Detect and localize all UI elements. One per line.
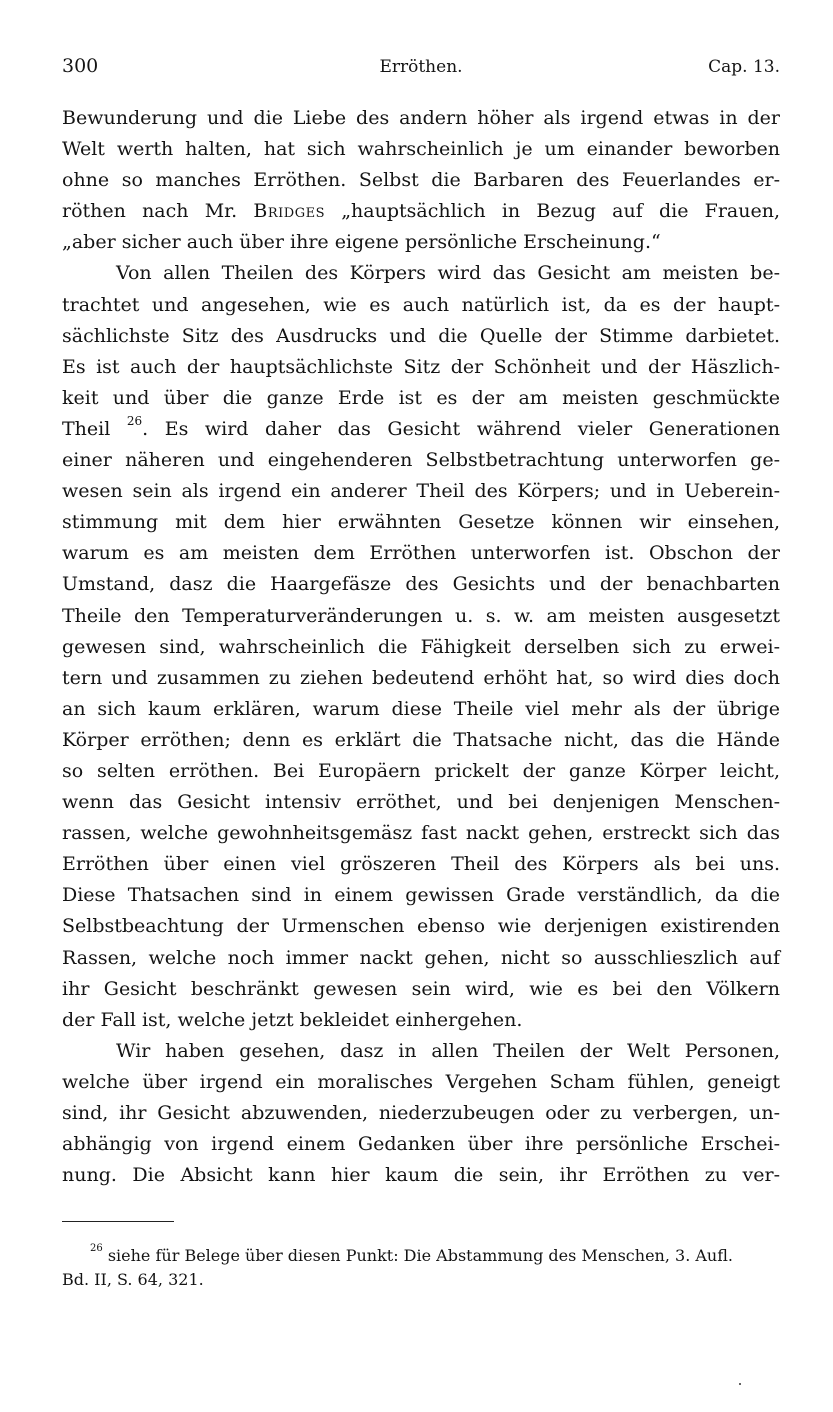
chapter-label: Cap. 13. bbox=[708, 57, 780, 77]
text-line: tern und zusammen zu ziehen bedeutend erhöht hat, so wird dies doch bbox=[62, 666, 780, 689]
text-line: trachtet und angesehen, wie es auch natürlich ist, da es der haupt- bbox=[62, 293, 780, 316]
text-fragment: . Es wird daher das Gesicht während vieler Generationen bbox=[142, 417, 780, 440]
text-line: sind, ihr Gesicht abzuwenden, niederzubeugen oder zu verbergen, un- bbox=[62, 1102, 780, 1124]
footnote-divider bbox=[62, 1221, 174, 1222]
footnote-reference: 26 bbox=[126, 413, 143, 428]
text-line: der Fall ist, welche jetzt bekleidet einhergehen. bbox=[62, 1008, 523, 1031]
footnote-line: Bd. II, S. 64, 321. bbox=[62, 1270, 204, 1289]
text-line: wesen sein als irgend ein anderer Theil des Körpers; und in Ueberein- bbox=[62, 480, 780, 503]
text-line: abhängig von irgend einem Gedanken über ihre persönliche Erschei- bbox=[62, 1133, 780, 1156]
text-line: rassen, welche gewohnheitsgemäsz fast nackt gehen, erstreckt sich das bbox=[62, 822, 780, 845]
text-line: Welt werth halten, hat sich wahrscheinlich je um einander beworben bbox=[62, 138, 780, 161]
author-name: Bridges bbox=[253, 200, 325, 223]
text-line-with-name bbox=[62, 196, 780, 227]
text-line: ihr Gesicht beschränkt gewesen sein wird, wie es bei den Völkern bbox=[62, 977, 780, 1000]
paragraph-2 bbox=[62, 258, 780, 1035]
text-line: keit und über die ganze Erde ist es der am meisten geschmückte bbox=[62, 386, 780, 409]
footnote-marker: 26 bbox=[90, 1242, 103, 1254]
text-line: wenn das Gesicht intensiv erröthet, und bei denjenigen Menschen- bbox=[62, 791, 780, 814]
text-fragment: Theil bbox=[62, 417, 127, 440]
text-line: Erröthen über einen viel gröszeren Theil des Körpers als bei uns. bbox=[62, 853, 780, 876]
text-line: Körper erröthen; denn es erklärt die Thatsache nicht, das die Hände bbox=[62, 728, 780, 751]
text-fragment: röthen nach Mr. bbox=[62, 200, 254, 223]
text-line: nung. Die Absicht kann hier kaum die sein, ihr Erröthen zu ver- bbox=[62, 1164, 780, 1187]
text-line: Wir haben gesehen, dasz in allen Theilen der Welt Personen, bbox=[116, 1039, 780, 1062]
text-line: Theile den Temperaturveränderungen u. s. w. am meisten ausgesetzt bbox=[62, 604, 780, 627]
paragraph-3 bbox=[62, 1036, 780, 1191]
text-fragment: „hauptsächlich in Bezug auf die Frauen, bbox=[325, 200, 780, 223]
text-line: Bewunderung und die Liebe des andern höher als irgend etwas in der bbox=[62, 107, 780, 129]
text-line: stimmung mit dem hier erwähnten Gesetze können wir einsehen, bbox=[62, 511, 780, 534]
text-line: so selten erröthen. Bei Europäern prickelt der ganze Körper leicht, bbox=[62, 759, 780, 782]
running-header bbox=[62, 55, 780, 87]
text-line: an sich kaum erklären, warum diese Theile viel mehr als der übrige bbox=[62, 697, 780, 720]
text-line: „aber sicher auch über ihre eigene persönliche Erscheinung.“ bbox=[62, 231, 661, 254]
text-line: sächlichste Sitz des Ausdrucks und die Quelle der Stimme darbietet. bbox=[62, 324, 780, 347]
text-line: Diese Thatsachen sind in einem gewissen Grade verständlich, da die bbox=[62, 884, 780, 907]
text-line-with-footnote-ref bbox=[62, 414, 780, 445]
running-title: Erröthen. bbox=[379, 57, 463, 77]
page-number: 300 bbox=[62, 55, 99, 77]
footnote-text: siehe für Belege über diesen Punkt: Die Abstammung des Menschen, 3. Aufl. bbox=[102, 1246, 733, 1265]
text-line: Umstand, dasz die Haargefäsze des Gesichts und der benachbarten bbox=[62, 573, 780, 596]
text-line: ohne so manches Erröthen. Selbst die Barbaren des Feuerlandes er- bbox=[62, 169, 780, 192]
footnote-line bbox=[62, 1244, 780, 1268]
text-line: welche über irgend ein moralisches Vergehen Scham fühlen, geneigt bbox=[62, 1070, 780, 1093]
footnote bbox=[62, 1244, 780, 1292]
text-line: Von allen Theilen des Körpers wird das Gesicht am meisten be- bbox=[116, 262, 780, 285]
body-text bbox=[62, 103, 780, 1191]
print-speck bbox=[739, 1383, 741, 1385]
paragraph-1 bbox=[62, 103, 780, 258]
text-line: gewesen sind, wahrscheinlich die Fähigkeit derselben sich zu erwei- bbox=[62, 635, 780, 658]
text-line: warum es am meisten dem Erröthen unterworfen ist. Obschon der bbox=[62, 542, 780, 565]
text-line: Rassen, welche noch immer nackt gehen, nicht so ausschlieszlich auf bbox=[62, 946, 780, 969]
text-line: einer näheren und eingehenderen Selbstbetrachtung unterworfen ge- bbox=[62, 449, 780, 472]
text-line: Selbstbeachtung der Urmenschen ebenso wie derjenigen existirenden bbox=[62, 915, 780, 938]
text-line: Es ist auch der hauptsächlichste Sitz der Schönheit und der Häszlich- bbox=[62, 355, 780, 378]
